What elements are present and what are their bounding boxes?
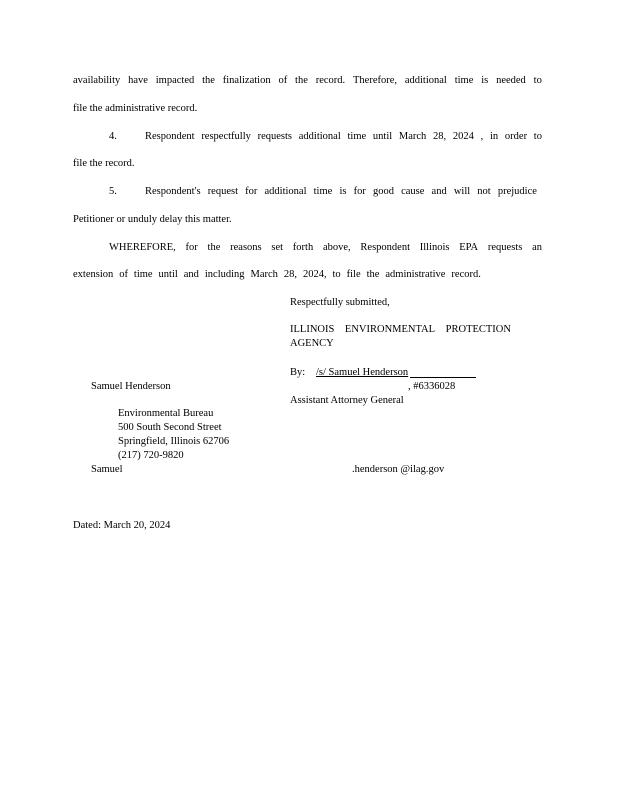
paragraph-4-number: 4.	[109, 131, 117, 142]
word: the	[202, 75, 215, 86]
word: the	[366, 269, 380, 280]
word: order	[504, 131, 528, 142]
word: Respondent	[360, 242, 410, 253]
word: record.	[315, 75, 346, 86]
word: to	[533, 75, 542, 86]
word: for	[353, 186, 366, 197]
attorney-name: Samuel Henderson	[91, 381, 171, 392]
word: have	[128, 75, 148, 86]
body-line-5	[145, 185, 537, 198]
word: forth	[292, 242, 314, 253]
word: cause	[401, 186, 425, 197]
electronic-signature: /s/ Samuel Henderson	[316, 367, 409, 378]
word: of	[119, 269, 128, 280]
word: WHEREFORE,	[109, 242, 176, 253]
word: EPA	[459, 242, 479, 253]
phone-number: (217) 720-9820	[118, 450, 184, 461]
word: extension	[73, 269, 114, 280]
signature-line	[410, 377, 476, 378]
word: Respondent	[145, 131, 195, 142]
word: finalization	[222, 75, 271, 86]
attorney-title: Assistant Attorney General	[290, 395, 404, 406]
word: for	[245, 186, 258, 197]
word: an	[532, 242, 542, 253]
word: including	[204, 269, 245, 280]
word: good	[372, 186, 394, 197]
word: prejudice	[497, 186, 537, 197]
word: above,	[322, 242, 351, 253]
email-username: Samuel	[91, 464, 123, 475]
word: ,	[480, 131, 484, 142]
word: and	[183, 269, 199, 280]
word: until	[158, 269, 178, 280]
bureau-name: Environmental Bureau	[118, 408, 214, 419]
agency-name-line-2: AGENCY	[290, 338, 334, 349]
body-line-1	[73, 74, 542, 87]
body-line-8	[73, 268, 481, 281]
word: for	[185, 242, 198, 253]
word: requests	[257, 131, 293, 142]
word: respectfully	[201, 131, 251, 142]
word: additional	[298, 131, 341, 142]
word: 28,	[283, 269, 297, 280]
word: 2024,	[302, 269, 327, 280]
word: needed	[496, 75, 526, 86]
word: administrative	[385, 269, 446, 280]
word: time	[454, 75, 474, 86]
agency-name-line-1	[290, 323, 511, 336]
paragraph-5-number: 5.	[109, 186, 117, 197]
by-label: By:	[290, 367, 306, 378]
word: to	[533, 131, 542, 142]
body-line-7	[109, 241, 542, 254]
word: will	[453, 186, 471, 197]
word: ILLINOIS	[290, 324, 335, 335]
word: the	[207, 242, 221, 253]
word: set	[271, 242, 284, 253]
bar-number: , #6336028	[408, 381, 456, 392]
date-line: Dated: March 20, 2024	[73, 520, 171, 531]
word: March	[398, 131, 427, 142]
word: 28,	[433, 131, 447, 142]
word: of	[278, 75, 288, 86]
word: is	[481, 75, 489, 86]
word: not	[477, 186, 491, 197]
word: Respondent's	[145, 186, 201, 197]
word: request	[207, 186, 239, 197]
word: until	[372, 131, 393, 142]
word: and	[431, 186, 447, 197]
word: additional	[404, 75, 447, 86]
word: record.	[451, 269, 481, 280]
body-line-6: Petitioner or unduly delay this matter.	[73, 214, 232, 225]
body-line-3	[145, 130, 542, 143]
word: Therefore,	[353, 75, 398, 86]
word: file	[346, 269, 361, 280]
word: in	[490, 131, 499, 142]
body-line-4: file the record.	[73, 158, 135, 169]
word: to	[332, 269, 341, 280]
word: requests	[487, 242, 523, 253]
city-state-zip: Springfield, Illinois 62706	[118, 436, 230, 447]
word: time	[133, 269, 153, 280]
body-line-2: file the administrative record.	[73, 103, 198, 114]
street-address: 500 South Second Street	[118, 422, 222, 433]
word: the	[295, 75, 308, 86]
closing: Respectfully submitted,	[290, 297, 390, 308]
word: ENVIRONMENTAL	[344, 324, 436, 335]
word: reasons	[230, 242, 262, 253]
word: time	[347, 131, 367, 142]
email-domain: .henderson @ilag.gov	[352, 464, 445, 475]
word: additional	[264, 186, 307, 197]
word: 2024	[452, 131, 474, 142]
word: availability	[73, 75, 121, 86]
word: impacted	[155, 75, 195, 86]
word: PROTECTION	[445, 324, 511, 335]
word: is	[339, 186, 347, 197]
word: March	[250, 269, 278, 280]
word: time	[313, 186, 333, 197]
word: Illinois	[419, 242, 450, 253]
